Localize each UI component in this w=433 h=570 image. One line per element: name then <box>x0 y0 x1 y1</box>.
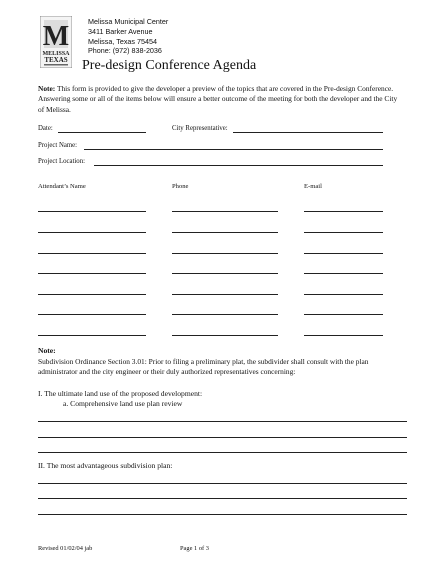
attendee-email-field[interactable] <box>304 232 383 233</box>
section-2-heading: II. The most advantageous subdivision plan: <box>38 461 173 470</box>
attendee-email-header: E-mail <box>304 183 322 190</box>
attendee-name-field[interactable] <box>38 335 146 336</box>
attendee-name-field[interactable] <box>38 294 146 295</box>
attendee-email-field[interactable] <box>304 314 383 315</box>
footer-page-number: Page 1 of 3 <box>180 545 209 552</box>
attendee-email-field[interactable] <box>304 253 383 254</box>
intro-note <box>38 84 400 115</box>
intro-note-text: This form is provided to give the developer a preview of the topics that are covered in the Pre-design Conference. Answering some or all of the items below will ensure a better outcome of the meeting for both the developer and the City of Melissa. <box>38 84 398 114</box>
section-1-answer-line[interactable] <box>38 437 407 438</box>
ordinance-note-label: Note: <box>38 346 56 355</box>
attendee-phone-field[interactable] <box>172 294 278 295</box>
attendee-name-header: Attendant’s Name <box>38 183 86 190</box>
attendee-name-field[interactable] <box>38 273 146 274</box>
section-2-answer-line[interactable] <box>38 514 407 515</box>
header-org: Melissa Municipal Center <box>88 17 169 26</box>
attendee-phone-header: Phone <box>172 183 189 190</box>
attendee-email-field[interactable] <box>304 294 383 295</box>
header-phone: Phone: (972) 838-2036 <box>88 46 162 55</box>
attendee-name-field[interactable] <box>38 232 146 233</box>
project-location-label: Project Location: <box>38 158 85 165</box>
city-rep-field[interactable] <box>233 132 383 133</box>
attendee-phone-field[interactable] <box>172 314 278 315</box>
header-street: 3411 Barker Avenue <box>88 27 153 36</box>
city-logo <box>40 16 72 68</box>
section-1-heading: I. The ultimate land use of the proposed development: <box>38 389 203 398</box>
section-2-answer-line[interactable] <box>38 498 407 499</box>
attendee-name-field[interactable] <box>38 253 146 254</box>
footer-revised: Revised 01/02/04 jab <box>38 545 93 552</box>
attendee-phone-field[interactable] <box>172 253 278 254</box>
project-location-field[interactable] <box>94 165 383 166</box>
intro-note-label: Note: <box>38 84 56 93</box>
logo-line2: TEXAS <box>44 56 68 64</box>
attendee-phone-field[interactable] <box>172 335 278 336</box>
logo-letter: M <box>42 21 70 52</box>
attendee-phone-field[interactable] <box>172 232 278 233</box>
section-2-answer-line[interactable] <box>38 483 407 484</box>
logo-line1: MELISSA <box>42 51 70 57</box>
date-label: Date: <box>38 125 53 132</box>
section-1-answer-line[interactable] <box>38 421 407 422</box>
ordinance-note-text: Subdivision Ordinance Section 3.01: Prior to filing a preliminary plat, the subdivider shall consult with the plan administrator and the city engineer or their duly authorized representatives concerning: <box>38 357 369 377</box>
attendee-name-field[interactable] <box>38 314 146 315</box>
attendee-email-field[interactable] <box>304 335 383 336</box>
page-title: Pre-design Conference Agenda <box>82 58 257 73</box>
date-field[interactable] <box>58 132 146 133</box>
section-1-answer-line[interactable] <box>38 452 407 453</box>
attendee-name-field[interactable] <box>38 211 146 212</box>
attendee-email-field[interactable] <box>304 273 383 274</box>
project-name-field[interactable] <box>84 149 383 150</box>
project-name-label: Project Name: <box>38 142 78 149</box>
city-rep-label: City Representative: <box>172 125 228 132</box>
attendee-email-field[interactable] <box>304 211 383 212</box>
header-city: Melissa, Texas 75454 <box>88 37 157 46</box>
section-1a-heading: a. Comprehensive land use plan review <box>63 399 183 408</box>
attendee-phone-field[interactable] <box>172 211 278 212</box>
attendee-phone-field[interactable] <box>172 273 278 274</box>
